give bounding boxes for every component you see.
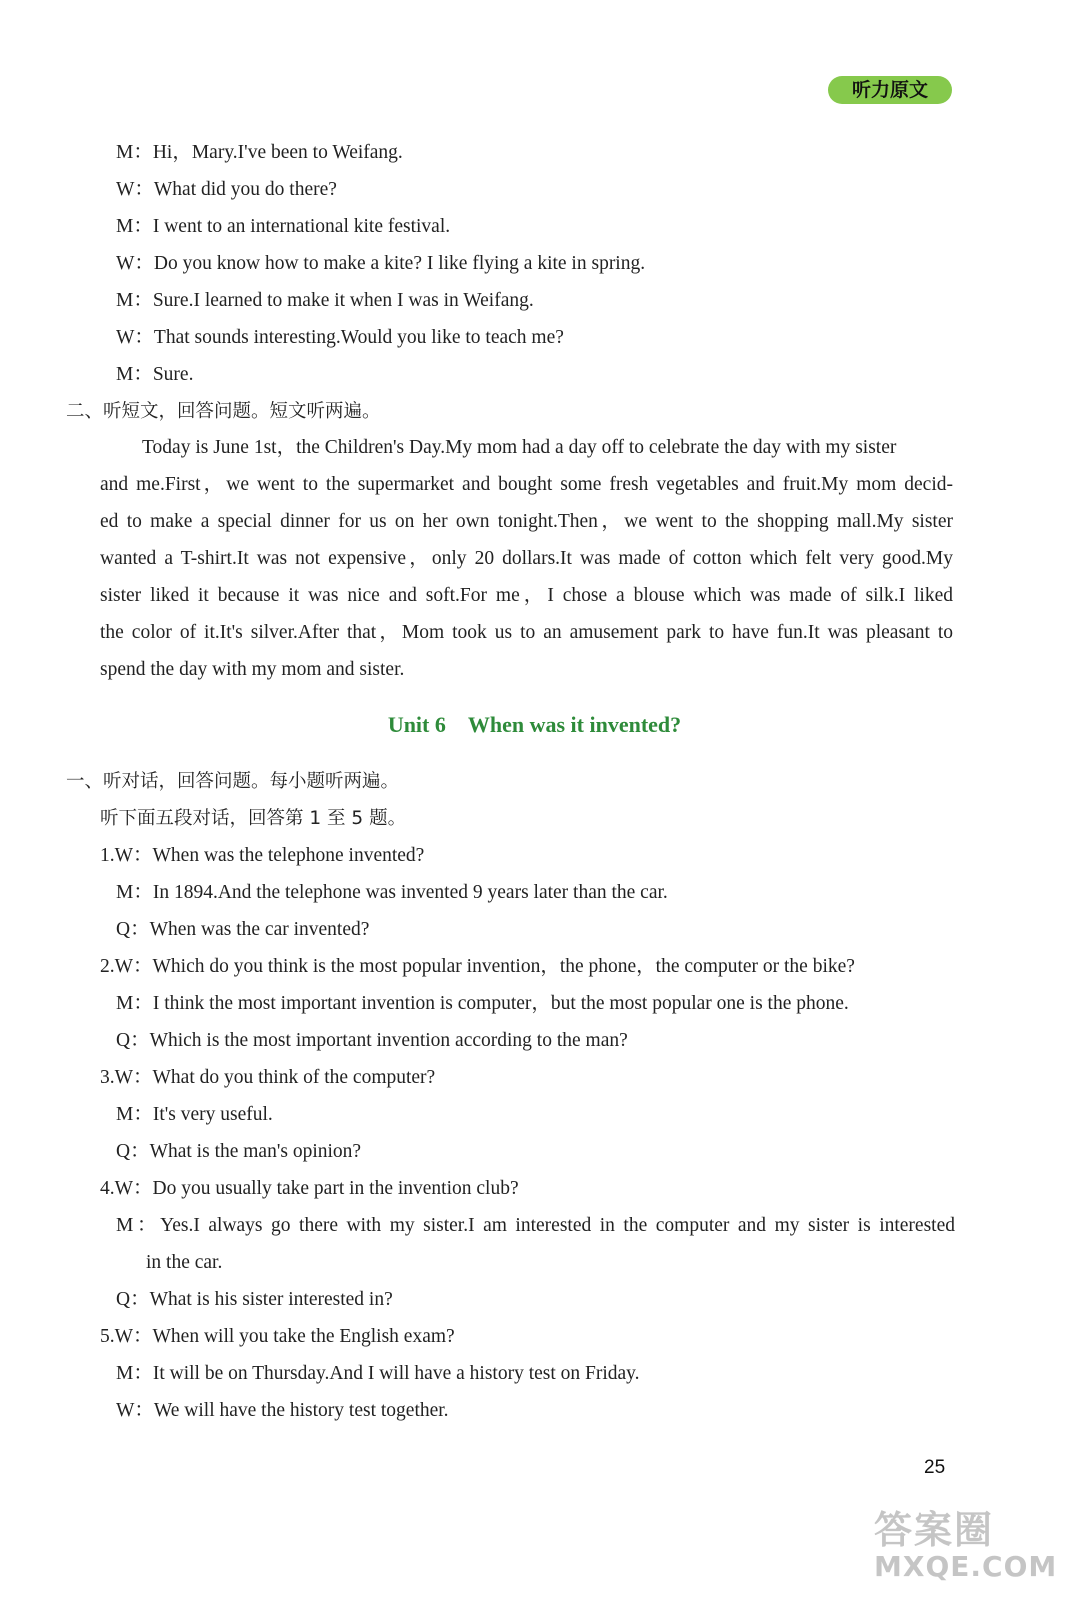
passage-line: the color of it.It's silver.After that，Mom took us to an amusement park to have fun.It was pleasant to: [100, 622, 953, 643]
dialogue-line: M：Sure.I learned to make it when I was in Weifang.: [116, 290, 534, 311]
section-instruction: 听下面五段对话，回答第 1 至 5 题。: [100, 808, 407, 829]
section-badge: 听力原文: [828, 76, 952, 104]
page-number: 25: [924, 1457, 946, 1478]
watermark-logo: 答案圈 MXQE.COM: [874, 1508, 1058, 1583]
dialogue-line: W：That sounds interesting.Would you like to teach me?: [116, 327, 564, 348]
dialogue-line: M：I went to an international kite festival.: [116, 216, 451, 237]
question-line: 3.W：What do you think of the computer?: [100, 1067, 436, 1088]
question-line: M：Yes.I always go there with my sister.I am interested in the computer and my sister is interested: [116, 1215, 955, 1236]
dialogue-line: W：What did you do there?: [116, 179, 337, 200]
passage-line: ed to make a special dinner for us on her own tonight.Then，we went to the shopping mall.My sister: [100, 511, 953, 532]
question-line: Q：When was the car invented?: [116, 919, 370, 940]
passage-line: Today is June 1st，the Children's Day.My mom had a day off to celebrate the day with my sister: [142, 437, 897, 458]
question-line: 1.W：When was the telephone invented?: [100, 845, 425, 866]
dialogue-line: W：Do you know how to make a kite? I like flying a kite in spring.: [116, 253, 646, 274]
unit-label: Unit 6: [387, 712, 446, 737]
question-line: Q：Which is the most important invention according to the man?: [116, 1030, 628, 1051]
question-line: Q：What is his sister interested in?: [116, 1289, 393, 1310]
question-line: M：I think the most important invention is computer，but the most popular one is the phone.: [116, 993, 849, 1014]
question-line: 4.W：Do you usually take part in the invention club?: [100, 1178, 519, 1199]
unit-name: When was it invented?: [467, 712, 682, 737]
section-heading-1: 一、听对话，回答问题。每小题听两遍。: [66, 771, 400, 792]
passage-line: wanted a T-shirt.It was not expensive，only 20 dollars.It was made of cotton which felt very good.My: [100, 548, 953, 569]
dialogue-line: M：Hi，Mary.I've been to Weifang.: [116, 142, 403, 163]
question-line: W：We will have the history test together.: [116, 1400, 449, 1421]
dialogue-line: M：Sure.: [116, 364, 194, 385]
question-line: 2.W：Which do you think is the most popular invention，the phone，the computer or the bike?: [100, 956, 855, 977]
question-line: in the car.: [146, 1252, 223, 1273]
passage-line: and me.First，we went to the supermarket and bought some fresh vegetables and fruit.My mom decid-: [100, 474, 953, 495]
question-line: Q：What is the man's opinion?: [116, 1141, 362, 1162]
question-line: M：It's very useful.: [116, 1104, 273, 1125]
question-line: M：In 1894.And the telephone was invented 9 years later than the car.: [116, 882, 668, 903]
unit-title: [0, 711, 1069, 739]
passage-line: sister liked it because it was nice and soft.For me，I chose a blouse which was made of silk.I liked: [100, 585, 953, 606]
question-line: 5.W：When will you take the English exam?: [100, 1326, 455, 1347]
section-heading-2: 二、听短文，回答问题。短文听两遍。: [66, 401, 381, 422]
question-line: M：It will be on Thursday.And I will have a history test on Friday.: [116, 1363, 640, 1384]
passage-line: spend the day with my mom and sister.: [100, 659, 405, 680]
